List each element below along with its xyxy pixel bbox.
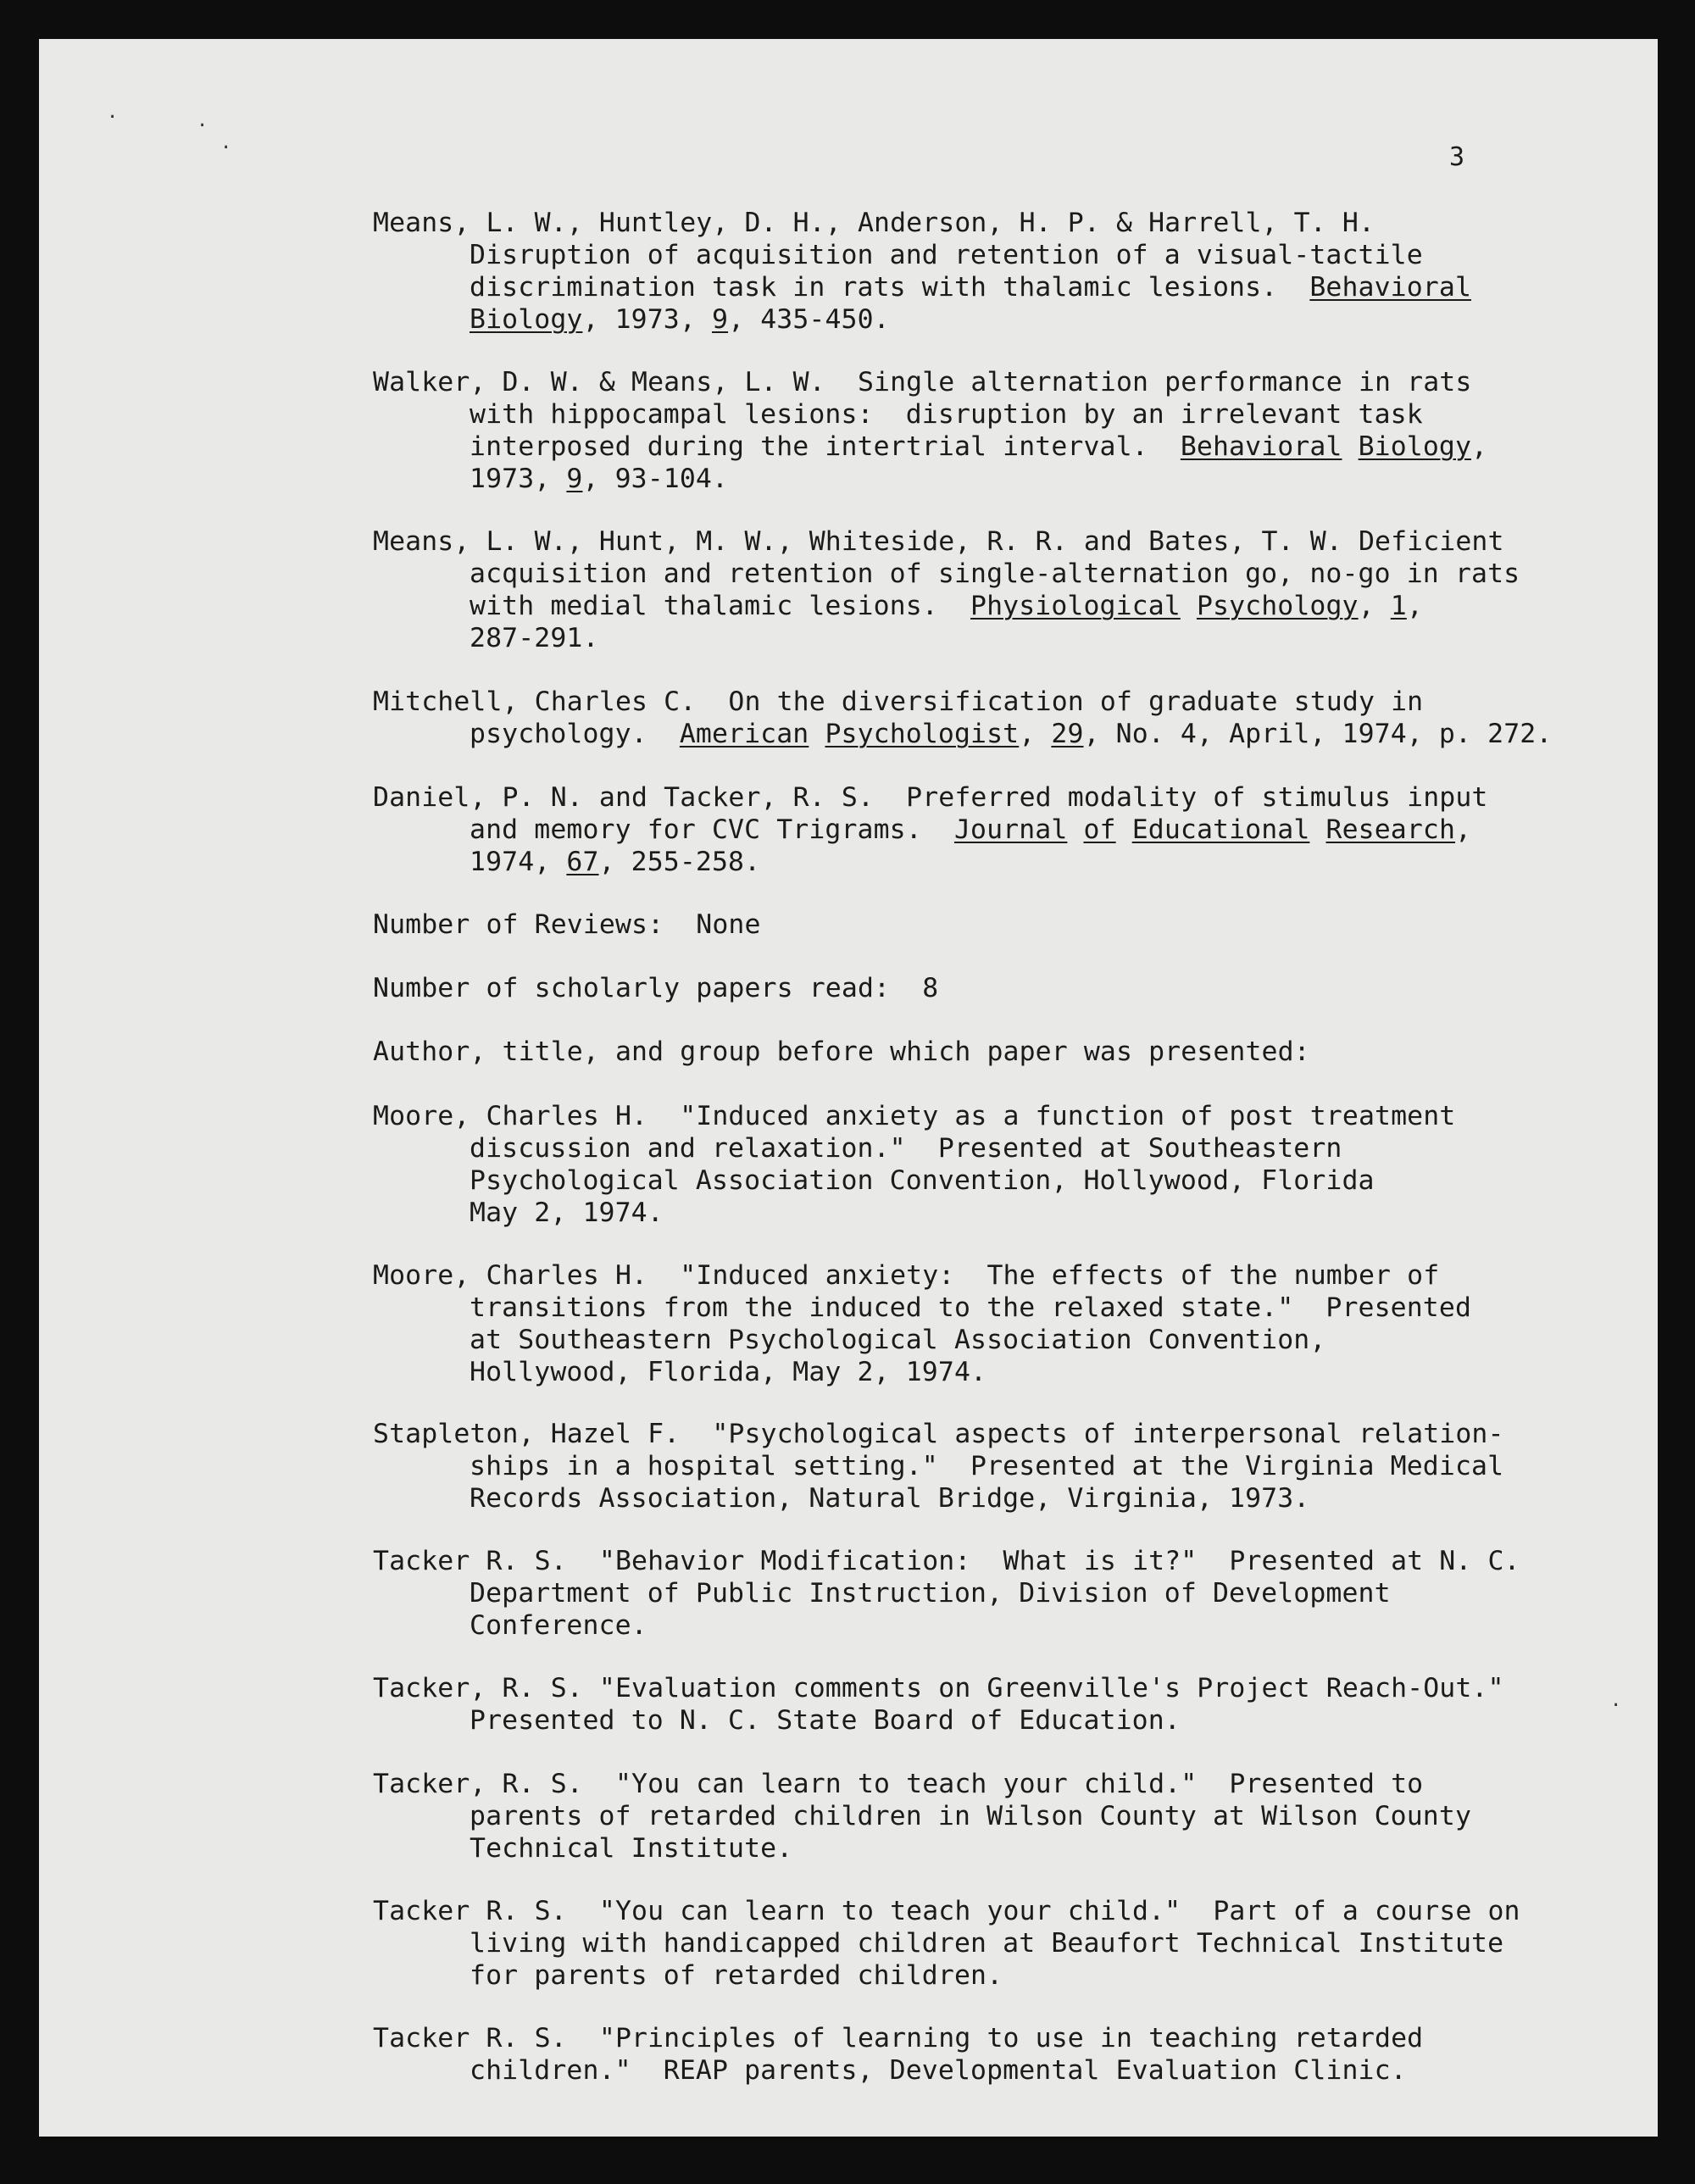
text-segment: discrimination task in rats with thalamic lesions. [470,272,1310,303]
reviews-count-line [373,909,1593,941]
underlined-text: of [1083,814,1116,845]
text-segment: Daniel, P. N. and Tacker, R. S. Preferred modality of stimulus input [373,782,1488,813]
presentation-entry [373,1895,1593,1992]
text-line [373,1609,1593,1642]
text-line [373,1672,1593,1704]
text-segment: , [1471,431,1488,462]
text-line [373,398,1593,431]
text-segment: Means, L. W., Huntley, D. H., Anderson, H. P. & Harrell, T. H. [373,208,1375,238]
text-line [373,431,1593,463]
scan-speck: . [107,102,119,123]
text-segment: May 2, 1974. [470,1198,664,1228]
presentations-heading [373,1036,1593,1068]
text-segment [1181,591,1197,621]
underlined-text: 1 [1390,591,1407,621]
text-line [373,525,1593,558]
presentation-entry [373,1259,1593,1388]
presentation-entry [373,1672,1593,1737]
presentation-entry [373,1545,1593,1642]
text-segment: Mitchell, Charles C. On the diversification of graduate study in [373,686,1424,717]
text-segment: Records Association, Natural Bridge, Virginia, 1973. [470,1483,1310,1514]
text-line [373,2054,1593,2087]
presentation-entry [373,2022,1593,2087]
text-segment: Technical Institute. [470,1833,793,1864]
text-segment: acquisition and retention of single-alternation go, no-go in rats [470,559,1520,589]
text-segment: ships in a hospital setting." Presented at the Virginia Medical [470,1451,1504,1481]
text-line [373,846,1593,878]
text-line [373,1832,1593,1864]
text-line [373,2022,1593,2054]
page-number: 3 [1449,142,1465,172]
text-segment: Number of Reviews: None [373,909,761,940]
text-line [373,1704,1593,1737]
reference-entry [373,525,1593,654]
text-line [373,814,1593,846]
text-line [373,1259,1593,1292]
text-segment: Moore, Charles H. "Induced anxiety: The effects of the number of [373,1260,1440,1291]
underlined-text: 9 [566,464,583,494]
text-segment [809,719,825,749]
reference-entry [373,207,1593,336]
text-segment: , 1973, [582,304,712,335]
underlined-text: American [679,719,809,749]
text-segment: 1974, [470,847,567,877]
text-line [373,718,1593,750]
reference-entry [373,366,1593,495]
text-segment: Department of Public Instruction, Division of Development [470,1578,1391,1609]
text-segment: , [1358,591,1391,621]
text-segment: Tacker R. S. "You can learn to teach your child." Part of a course on [373,1896,1520,1926]
text-segment [1116,814,1132,845]
text-segment: with hippocampal lesions: disruption by an irrelevant task [470,399,1423,430]
underlined-text: Psychologist [825,719,1020,749]
text-segment: at Southeastern Psychological Association Convention, [470,1325,1326,1355]
text-segment: Psychological Association Convention, Hollywood, Florida [470,1165,1375,1196]
reference-entry [373,686,1593,750]
text-line [373,1100,1593,1132]
text-segment: , [1019,719,1052,749]
underlined-text: 29 [1051,719,1084,749]
text-line [373,1450,1593,1482]
text-segment: and memory for CVC Trigrams. [470,814,954,845]
text-segment: transitions from the induced to the relaxed state." Presented [470,1292,1472,1323]
text-segment: Presented to N. C. State Board of Education. [470,1705,1181,1736]
text-line [373,1768,1593,1800]
text-segment: Number of scholarly papers read: 8 [373,973,939,1003]
text-line [373,1482,1593,1514]
text-line [373,239,1593,271]
text-segment: Hollywood, Florida, May 2, 1974. [470,1357,987,1387]
text-line [373,909,1593,941]
text-line [373,1959,1593,1992]
underlined-text: 67 [566,847,599,877]
text-segment: living with handicapped children at Beaufort Technical Institute [470,1928,1504,1959]
text-line [373,271,1593,303]
text-segment: , 255-258. [598,847,761,877]
text-segment: parents of retarded children in Wilson County at Wilson County [470,1801,1472,1831]
text-line [373,1927,1593,1959]
presentation-entry [373,1418,1593,1514]
text-segment: Tacker, R. S. "Evaluation comments on Greenville's Project Reach-Out." [373,1673,1504,1703]
text-segment: Disruption of acquisition and retention of a visual-tactile [470,240,1423,270]
papers-read-line [373,972,1593,1004]
text-segment: , No. 4, April, 1974, p. 272. [1083,719,1553,749]
text-line [373,1418,1593,1450]
underlined-text: Behavioral [1309,272,1472,303]
text-line [373,558,1593,590]
text-segment: Moore, Charles H. "Induced anxiety as a function of post treatment [373,1101,1456,1131]
presentation-entry [373,1100,1593,1229]
text-line [373,1577,1593,1609]
reference-entry [373,781,1593,878]
underlined-text: Physiological [970,591,1181,621]
text-segment: , [1455,814,1472,845]
text-segment: Conference. [470,1610,647,1641]
text-line [373,1197,1593,1229]
text-segment: , 93-104. [582,464,729,494]
text-line [373,1164,1593,1197]
text-line [373,1800,1593,1832]
text-segment: 287-291. [470,623,599,653]
scan-speck: . [1610,1690,1622,1711]
underlined-text: Biology [470,304,583,335]
text-line [373,972,1593,1004]
text-line [373,1895,1593,1927]
text-segment: Author, title, and group before which paper was presented: [373,1036,1310,1067]
text-segment: Tacker R. S. "Principles of learning to use in teaching retarded [373,2023,1424,2053]
text-segment: children." REAP parents, Developmental Evaluation Clinic. [470,2055,1407,2086]
text-segment: Tacker, R. S. "You can learn to teach your child." Presented to [373,1769,1424,1799]
presentation-entry [373,1768,1593,1864]
text-line [373,1132,1593,1164]
underlined-text: Journal [953,814,1068,845]
text-line [373,1292,1593,1324]
scan-speck: . [220,132,232,153]
text-segment: Walker, D. W. & Means, L. W. Single alternation performance in rats [373,367,1472,397]
text-line [373,590,1593,622]
text-line [373,463,1593,495]
scan-speck: . [197,110,208,131]
text-segment: Stapleton, Hazel F. "Psychological aspects of interpersonal relation- [373,1419,1504,1449]
text-segment: with medial thalamic lesions. [470,591,971,621]
text-line [373,207,1593,239]
text-line [373,1324,1593,1356]
text-line [373,303,1593,336]
underlined-text: 9 [711,304,729,335]
underlined-text: Research [1325,814,1456,845]
text-segment: 1973, [470,464,567,494]
text-line [373,686,1593,718]
underlined-text: Biology [1358,431,1472,462]
text-line [373,366,1593,398]
text-line [373,622,1593,654]
text-segment: Tacker R. S. "Behavior Modification: What is it?" Presented at N. C. [373,1546,1520,1576]
text-segment: interposed during the intertrial interval. [470,431,1181,462]
underlined-text: Psychology [1196,591,1359,621]
text-segment: , 435-450. [728,304,890,335]
text-segment [1309,814,1325,845]
text-segment: psychology. [470,719,680,749]
underlined-text: Educational [1131,814,1310,845]
text-line [373,1545,1593,1577]
text-line [373,1356,1593,1388]
text-line [373,781,1593,814]
text-segment: discussion and relaxation." Presented at Southeastern [470,1133,1342,1164]
underlined-text: Behavioral [1180,431,1342,462]
text-segment: , [1406,591,1423,621]
text-segment [1067,814,1083,845]
text-segment: for parents of retarded children. [470,1960,1003,1991]
text-line [373,1036,1593,1068]
text-segment: Means, L. W., Hunt, M. W., Whiteside, R. R. and Bates, T. W. Deficient [373,526,1504,557]
text-segment [1342,431,1359,462]
